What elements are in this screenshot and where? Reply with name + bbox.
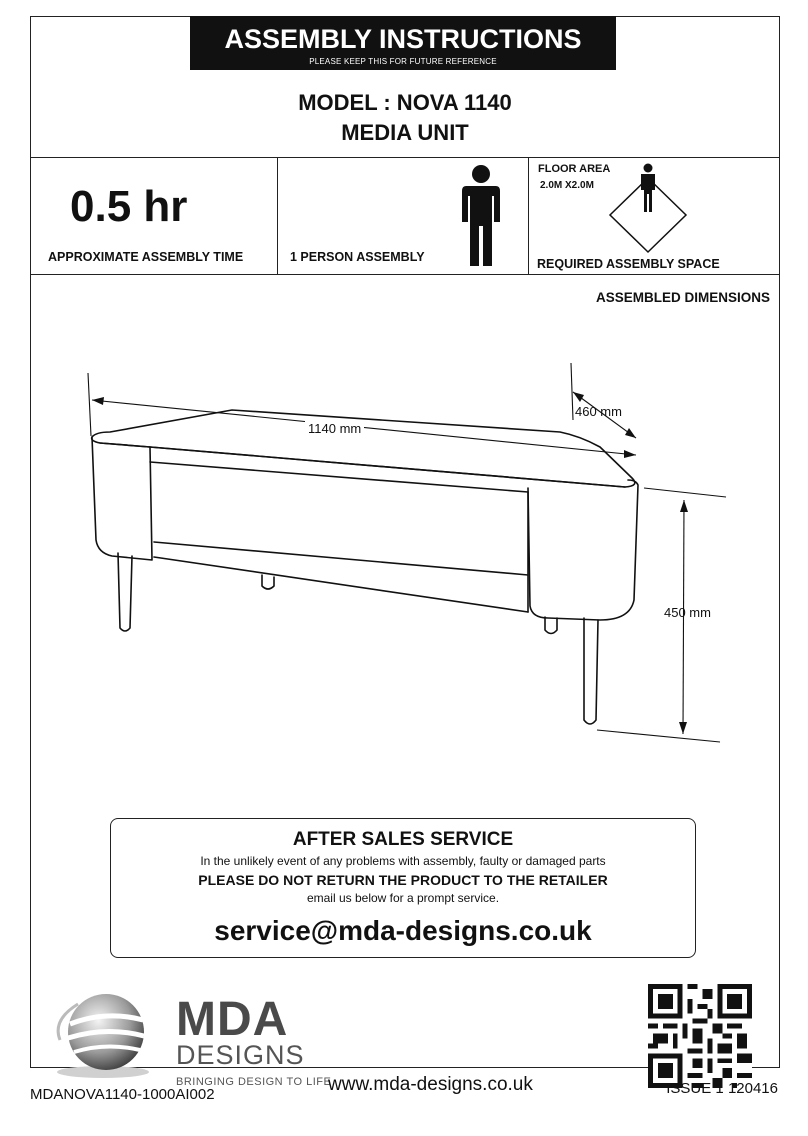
issue-number: ISSUE 1 120416 xyxy=(666,1080,778,1097)
service-warning: PLEASE DO NOT RETURN THE PRODUCT TO THE RETAILER xyxy=(198,872,608,888)
height-dimension: 450 mm xyxy=(664,605,711,620)
service-email-link[interactable]: service@mda-designs.co.uk xyxy=(214,915,592,946)
service-title: AFTER SALES SERVICE xyxy=(292,829,514,850)
brand-name: MDA xyxy=(176,993,289,1046)
page-title: ASSEMBLY INSTRUCTIONS xyxy=(224,24,582,54)
width-dimension: 1140 mm xyxy=(305,421,364,436)
floor-area-value: 2.0M X2.0M xyxy=(540,180,594,191)
space-label: REQUIRED ASSEMBLY SPACE xyxy=(537,257,720,271)
service-line: email us below for a prompt service. xyxy=(306,891,500,905)
brand-sub: DESIGNS xyxy=(176,1040,305,1070)
assembly-time-value: 0.5 hr xyxy=(70,182,188,231)
page-subtitle: PLEASE KEEP THIS FOR FUTURE REFERENCE xyxy=(309,57,497,66)
person-label: 1 PERSON ASSEMBLY xyxy=(290,250,425,264)
depth-dimension: 460 mm xyxy=(575,404,622,419)
website-link[interactable]: www.mda-designs.co.uk xyxy=(328,1074,533,1095)
sphere-logo-icon xyxy=(48,990,158,1080)
qr-code-icon[interactable] xyxy=(648,984,752,1088)
after-sales-service-box xyxy=(110,818,696,958)
product-line: MEDIA UNIT xyxy=(341,120,469,145)
floor-area-label: FLOOR AREA xyxy=(538,163,611,175)
brand-tagline: BRINGING DESIGN TO LIFE xyxy=(176,1076,332,1088)
dimensions-heading: ASSEMBLED DIMENSIONS xyxy=(595,290,770,305)
model-line: MODEL : NOVA 1140 xyxy=(298,90,512,115)
document-code: MDANOVA1140-1000AI002 xyxy=(30,1086,215,1103)
assembly-time-label: APPROXIMATE ASSEMBLY TIME xyxy=(48,250,244,264)
service-line: In the unlikely event of any problems with assembly, faulty or damaged parts xyxy=(200,854,606,868)
